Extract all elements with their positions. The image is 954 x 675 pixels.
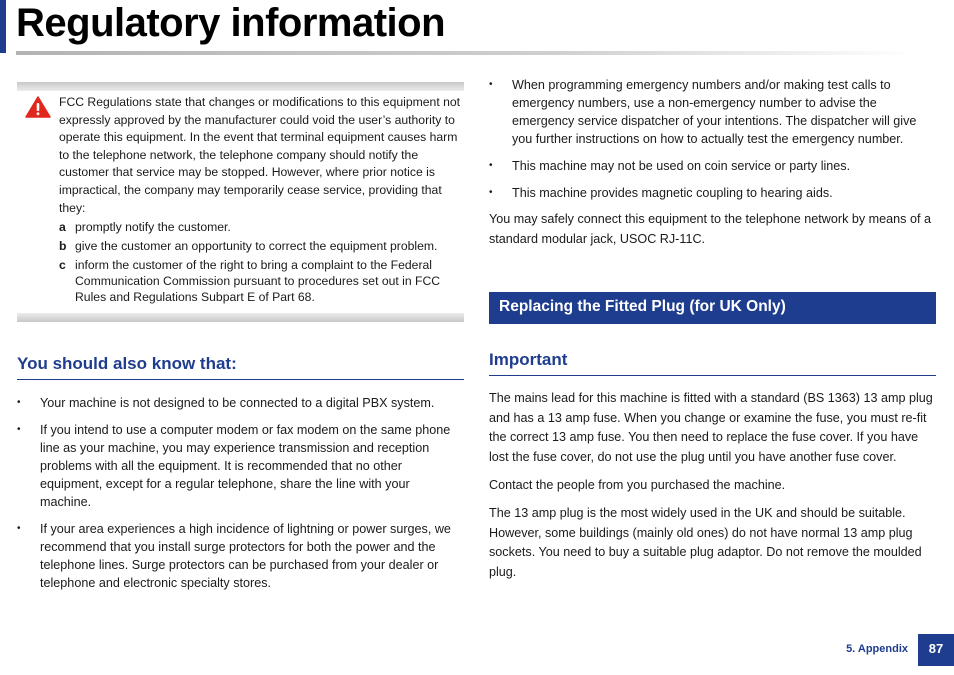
notice-item	[59, 238, 463, 254]
notice-text: FCC Regulations state that changes or modifications to this equipment not expressly approved by the manufacturer could void the user’s authority to operate this equipment. In the event that terminal equipment causes harm to the telephone network, the telephone company should notify the customer that service may be stopped. However, where prior notice is impractical, the company may temporarily cease service, providing that they:	[59, 95, 461, 215]
bullet-item: • Your machine is not designed to be connected to a digital PBX system.	[17, 394, 464, 412]
page-title: Regulatory information	[16, 1, 446, 45]
notice-item-marker: a	[59, 220, 66, 234]
notice-item-text: inform the customer of the right to bring a complaint to the Federal Communication Commission pursuant to procedures set out in FCC Rules and Regulations Subpart E of Part 68.	[75, 258, 441, 304]
notice-top-bar	[17, 82, 464, 91]
bullet-item: • When programming emergency numbers and/or making test calls to emergency numbers, use a non-emergency number to advise the emergency service dispatcher of your intentions. The dispatcher will give you further instructions on how to actually test the emergency number.	[489, 76, 936, 148]
title-divider	[16, 51, 916, 55]
bullet-item: • If your area experiences a high incidence of lightning or power surges, we recommend that you install surge protectors for both the power and the telephone lines. Surge protectors can be purchased from your dealer or telephone and electronic specialty stores.	[17, 520, 464, 592]
bullet-item: • This machine may not be used on coin service or party lines.	[489, 157, 936, 175]
subheading-important: Important	[489, 348, 936, 376]
plug-paragraph: The 13 amp plug is the most widely used in the UK and should be suitable. However, some buildings (mainly old ones) do not have normal 13 amp plug sockets. You need to buy a suitable plug adaptor. Do not remove the moulded plug.	[489, 506, 922, 579]
section-heading-also-know: You should also know that:	[17, 352, 464, 380]
bullet-item: • This machine provides magnetic coupling to hearing aids.	[489, 184, 936, 202]
connect-paragraph: You may safely connect this equipment to the telephone network by means of a standard modular jack, USOC RJ-11C.	[489, 212, 931, 246]
left-bullet-list	[17, 394, 464, 601]
fcc-warning-notice	[17, 82, 464, 322]
notice-item-marker: b	[59, 239, 67, 253]
page-number: 87	[918, 634, 954, 666]
notice-item-marker: c	[59, 258, 66, 272]
notice-bottom-bar	[17, 313, 464, 322]
notice-list	[59, 219, 463, 308]
section-title-uk-plug: Replacing the Fitted Plug (for UK Only)	[489, 292, 936, 324]
fuse-paragraph: The mains lead for this machine is fitted with a standard (BS 1363) 13 amp plug and has a 13 amp fuse. When you change or examine the fuse, you must re-fit the correct 13 amp fuse. You then need to replace the fuse cover. If you have lost the fuse cover, do not use the plug until you have another fuse cover.	[489, 391, 933, 464]
bullet-item: • If you intend to use a computer modem or fax modem on the same phone line as your machine, you may experience transmission and reception problems with all the equipment. It is recommended that no other equipment, except for a regular telephone, share the line with your machine.	[17, 421, 464, 511]
notice-item	[59, 257, 463, 305]
title-accent-bar	[0, 0, 6, 53]
right-bullet-list	[489, 76, 936, 211]
notice-item	[59, 219, 463, 235]
warning-icon	[25, 96, 51, 118]
notice-item-text: give the customer an opportunity to correct the equipment problem.	[75, 239, 438, 253]
contact-paragraph: Contact the people from you purchased the machine.	[489, 478, 786, 492]
notice-item-text: promptly notify the customer.	[75, 220, 231, 234]
footer-section-label: 5. Appendix	[846, 643, 908, 655]
